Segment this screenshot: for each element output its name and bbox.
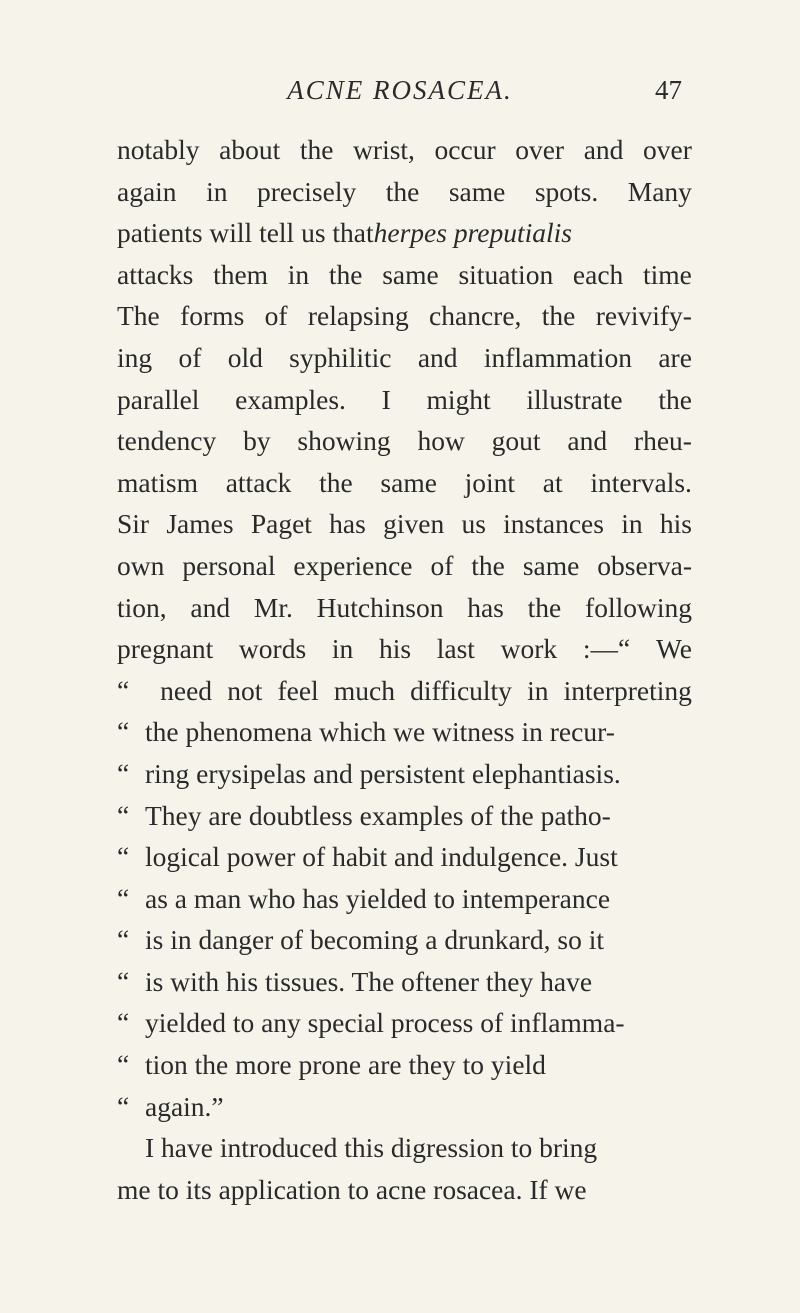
word: instances [503,508,604,540]
word: gout [491,425,541,457]
word: chancre, [429,300,522,332]
word: occur [434,134,496,165]
quote-mark: “ [117,1007,130,1039]
page-header [0,72,800,112]
word: Mr. [253,591,293,623]
word: notably [117,134,200,165]
paragraph-line-2: me to its application to acne rosacea. If we [117,1173,587,1205]
text-line-1 [117,129,692,171]
quote-mark: “ [117,799,130,831]
word: attacks [117,258,194,290]
quote-line-4: “ They are doubtless examples of the patho- [117,795,692,837]
word: forms [180,300,245,332]
word: and [417,341,458,373]
word: tion, [117,591,167,623]
word: them [213,258,269,290]
word: attack [225,466,292,498]
word: ing [117,341,153,373]
quote-line-2: “ the phenomena which we witness in recur- [117,711,692,753]
word: James [166,508,234,540]
word: matism [117,466,198,498]
word: and [190,591,231,623]
word: by [243,425,271,457]
word: the [319,466,353,498]
quote-line-10: “ tion the more prone are they to yield [117,1044,692,1086]
word: in [206,175,228,207]
word: intervals. [590,466,692,498]
quote-mark: “ [117,882,130,914]
word: work [500,633,558,665]
word: need [160,674,213,706]
word: words [238,633,307,665]
word: examples. [235,383,346,415]
word: interpreting [563,674,692,706]
word: observa- [597,549,692,581]
quote-mark: “ [117,1090,130,1122]
quote-mark: “ [117,841,130,873]
word: how [417,425,465,457]
word: has [467,591,504,623]
word: the [658,383,692,415]
word: pregnant [117,633,214,665]
text-line-12 [117,587,692,629]
text-line-11 [117,545,692,587]
word: of [178,341,202,373]
word: last [436,633,475,665]
word: his [378,633,412,665]
word: again [117,175,177,207]
word: Sir [117,508,150,540]
word: in [621,508,643,540]
page-number: 47 [655,75,682,105]
word: Hutchinson [316,591,444,623]
quote-line-7: “ is in danger of becoming a drunkard, so it [117,919,692,961]
quote-line-1 [117,670,692,712]
word: not [227,674,263,706]
word: experience [293,549,413,581]
word: same [380,466,437,498]
paragraph-line-1: I have introduced this digression to bring [145,1132,598,1164]
word: inflammation [483,341,633,373]
word: about [219,134,281,165]
text-line-8 [117,420,692,462]
word: difficulty [410,674,512,706]
text-line-10 [117,503,692,545]
word: the [385,175,420,207]
quote-mark: “ [117,674,130,706]
word: the [328,258,363,290]
word: old [227,341,263,373]
quote-mark: “ [117,965,130,997]
word: same [522,549,580,581]
word: at [542,466,563,498]
body-text [117,129,692,1210]
quote-line-9: “ yielded to any special process of inflamma- [117,1002,692,1044]
word: situation [458,258,554,290]
word: precisely [256,175,357,207]
word: in [527,674,549,706]
word: parallel [117,383,200,415]
word: given [383,508,445,540]
word: over [643,134,692,165]
word: are [658,341,692,373]
quote-mark: “ [117,1049,130,1081]
text-line-7 [117,379,692,421]
word: of [430,549,454,581]
word: same [448,175,506,207]
word: in [331,633,354,665]
word: same [382,258,439,290]
word: We [655,633,692,665]
word: wrist, [353,134,415,165]
word: following [585,591,692,623]
word: Paget [250,508,312,540]
word: us [461,508,486,540]
word: has [329,508,366,540]
word: and [583,134,624,165]
text-line-5 [117,295,692,337]
word: the [527,591,562,623]
word: syphilitic [289,341,392,373]
word: spots. [534,175,599,207]
word: in [287,258,310,290]
word: and [567,425,608,457]
word: The [117,300,160,332]
text-line-4 [117,254,692,296]
word: time [643,258,692,290]
word: each [572,258,624,290]
italic-term: herpes preputialis [373,217,572,249]
word: relapsing [307,300,409,332]
quote-line-5: “ logical power of habit and indulgence. Just [117,836,692,878]
word: illustrate [526,383,623,415]
text-line-6 [117,337,692,379]
word: feel [277,674,319,706]
word: joint [464,466,516,498]
word: tendency [117,425,217,457]
word: the [541,300,576,332]
word: own [117,549,165,581]
word: might [426,383,491,415]
running-head: ACNE ROSACEA. [287,75,513,105]
quote-line-8: “ is with his tissues. The oftener they have [117,961,692,1003]
word: rheu- [633,425,692,457]
word: of [264,300,288,332]
quote-line-3: “ ring erysipelas and persistent elephantiasis. [117,753,692,795]
word: :—“ [582,633,631,665]
word: the [299,134,334,165]
word: I [381,383,391,415]
quote-mark: “ [117,924,130,956]
word: his [659,508,692,540]
word: showing [297,425,391,457]
text-line-3: patients will tell us that herpes preputialis [117,212,692,254]
word: much [333,674,395,706]
word: personal [182,549,276,581]
text-line-9 [117,462,692,504]
word: revivify- [595,300,692,332]
word: the [471,549,505,581]
text-line-2 [117,171,692,213]
word: Many [627,175,692,207]
quote-mark: “ [117,757,130,789]
quote-line-6: “ as a man who has yielded to intemperance [117,878,692,920]
text-line-13 [117,628,692,670]
quote-mark: “ [117,716,130,748]
quote-line-11: “ again.” [117,1086,692,1128]
word: over [515,134,565,165]
